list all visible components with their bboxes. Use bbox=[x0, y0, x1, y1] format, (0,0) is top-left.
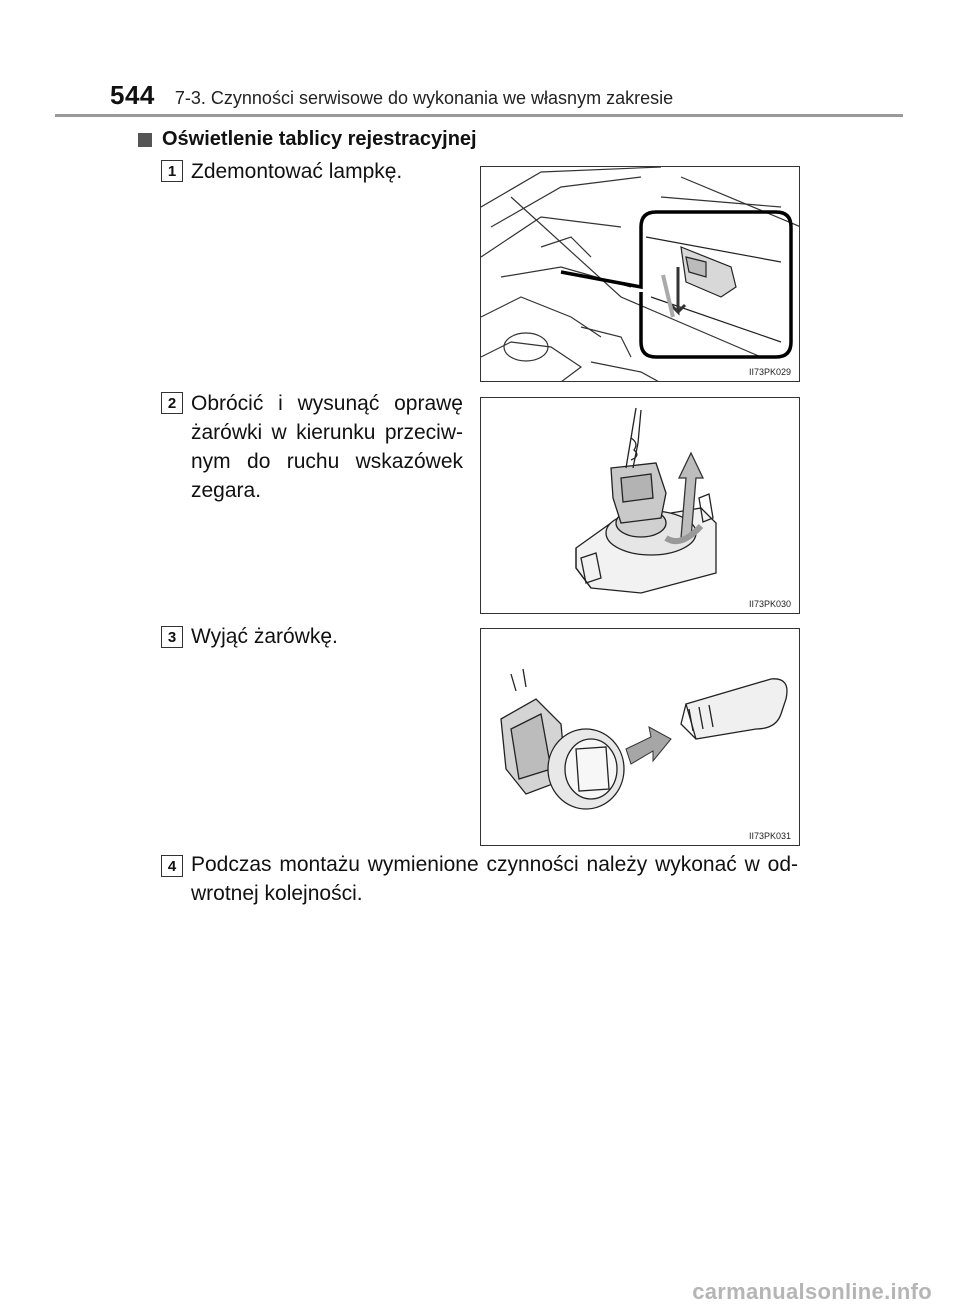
figure-rotate-socket bbox=[480, 397, 800, 614]
figure-code-2: II73PK030 bbox=[748, 599, 791, 609]
figure-code-1: II73PK029 bbox=[748, 367, 791, 377]
section-heading bbox=[138, 128, 477, 151]
bulb-removal-illustration bbox=[481, 629, 800, 846]
socket-rotation-illustration bbox=[481, 398, 800, 614]
step-number-4: 4 bbox=[161, 855, 183, 877]
page-header bbox=[110, 80, 673, 114]
figure-remove-bulb bbox=[480, 628, 800, 846]
header-divider bbox=[55, 114, 903, 117]
step-number-1: 1 bbox=[161, 160, 183, 182]
watermark-text: carmanualsonline.info bbox=[692, 1279, 932, 1304]
step-text-3: Wyjąć żarówkę. bbox=[191, 625, 338, 648]
figure-remove-lamp bbox=[480, 166, 800, 382]
chapter-title: 7-3. Czynności serwisowe do wykonania we własnym zakresie bbox=[174, 88, 674, 108]
lamp-removal-illustration bbox=[481, 167, 800, 382]
step-text-4: Podczas montażu wymienione czynności należy wykonać w od-wrotnej kolejności. bbox=[191, 853, 798, 905]
page-number: 544 bbox=[110, 80, 155, 110]
step-text-2: Obrócić i wysunąć oprawę żarówki w kierunku przeciw-nym do ruchu wskazówek zegara. bbox=[191, 392, 463, 502]
square-bullet-icon bbox=[138, 133, 152, 147]
step-number-3: 3 bbox=[161, 626, 183, 648]
section-title: Oświetlenie tablicy rejestracyjnej bbox=[162, 128, 477, 150]
step-text-1: Zdemontować lampkę. bbox=[191, 160, 403, 183]
figure-code-3: II73PK031 bbox=[748, 831, 791, 841]
step-number-2: 2 bbox=[161, 392, 183, 414]
